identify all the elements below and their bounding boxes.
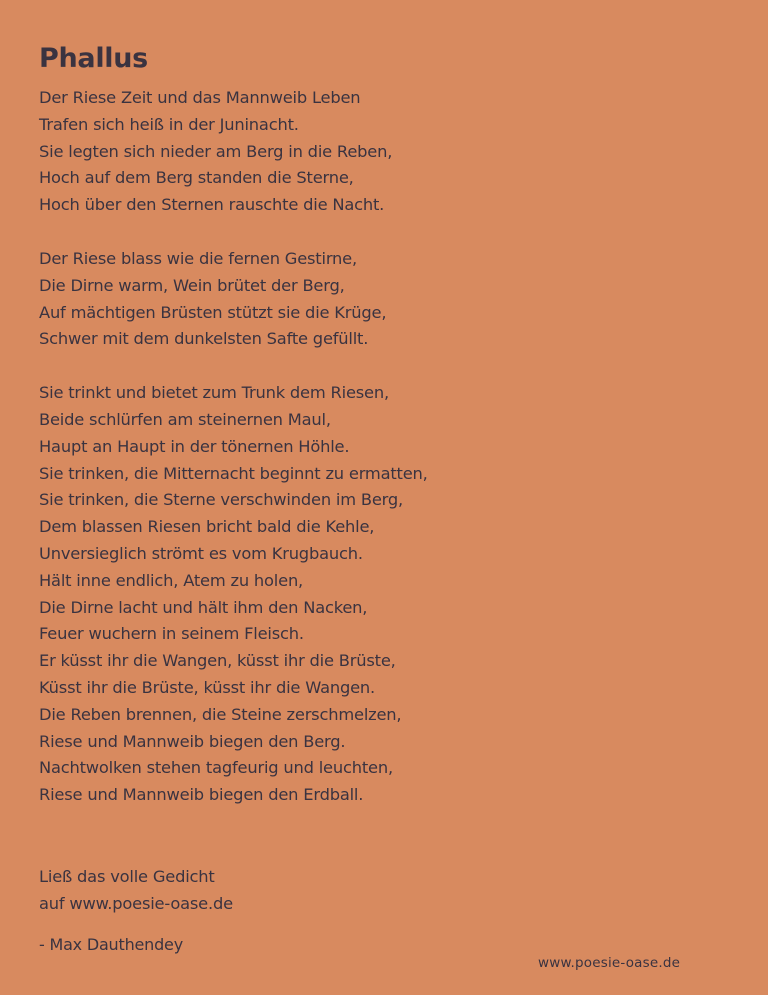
poem-line: Der Riese Zeit und das Mannweib Leben — [39, 88, 361, 107]
poem-line: Der Riese blass wie die fernen Gestirne, — [39, 248, 357, 268]
read-more-link-text: auf www.poesie-oase.de — [39, 894, 233, 913]
stanza-1 — [39, 85, 739, 219]
poem-line: Feuer wuchern in seinem Fleisch. — [39, 624, 304, 644]
poem-line: Trafen sich heiß in der Juninacht. — [39, 114, 299, 134]
poem — [39, 42, 739, 809]
poem-line: Haupt an Haupt in der tönernen Höhle. — [39, 436, 350, 456]
poem-line: Küsst ihr die Brüste, küsst ihr die Wangen. — [39, 677, 376, 697]
poem-line: Die Reben brennen, die Steine zerschmelzen, — [39, 704, 402, 724]
poem-line: Riese und Mannweib biegen den Erdball. — [39, 785, 364, 805]
read-more-note — [39, 863, 233, 917]
poem-line: Sie trinken, die Mitternacht beginnt zu ermatten, — [39, 463, 428, 483]
author-credit: - Max Dauthendey — [39, 935, 183, 954]
poem-line: Hoch über den Sternen rauschte die Nacht. — [39, 195, 385, 215]
read-more-line: Ließ das volle Gedicht — [39, 867, 215, 886]
poem-line: Er küsst ihr die Wangen, küsst ihr die Brüste, — [39, 651, 396, 671]
poem-line: Unversieglich strömt es vom Krugbauch. — [39, 543, 363, 563]
poem-line: Die Dirne lacht und hält ihm den Nacken, — [39, 597, 368, 617]
poem-line: Schwer mit dem dunkelsten Safte gefüllt. — [39, 329, 369, 349]
poem-line: Dem blassen Riesen bricht bald die Kehle, — [39, 517, 375, 537]
poem-line: Nachtwolken stehen tagfeurig und leuchten, — [39, 758, 393, 778]
poem-line: Sie trinkt und bietet zum Trunk dem Riesen, — [39, 383, 389, 403]
site-watermark: www.poesie-oase.de — [538, 955, 681, 971]
poem-line: Beide schlürfen am steinernen Maul, — [39, 409, 331, 429]
poem-line: Hält inne endlich, Atem zu holen, — [39, 570, 304, 590]
stanza-3 — [39, 380, 739, 809]
poem-line: Hoch auf dem Berg standen die Sterne, — [39, 168, 354, 188]
poem-line: Sie trinken, die Sterne verschwinden im Berg, — [39, 490, 403, 510]
poem-line: Sie legten sich nieder am Berg in die Reben, — [39, 141, 393, 161]
stanza-2 — [39, 246, 739, 353]
poem-line: Die Dirne warm, Wein brütet der Berg, — [39, 275, 345, 295]
poem-line: Riese und Mannweib biegen den Berg. — [39, 731, 346, 751]
poem-title: Phallus — [39, 43, 148, 74]
poem-line: Auf mächtigen Brüsten stützt sie die Krüge, — [39, 302, 387, 322]
